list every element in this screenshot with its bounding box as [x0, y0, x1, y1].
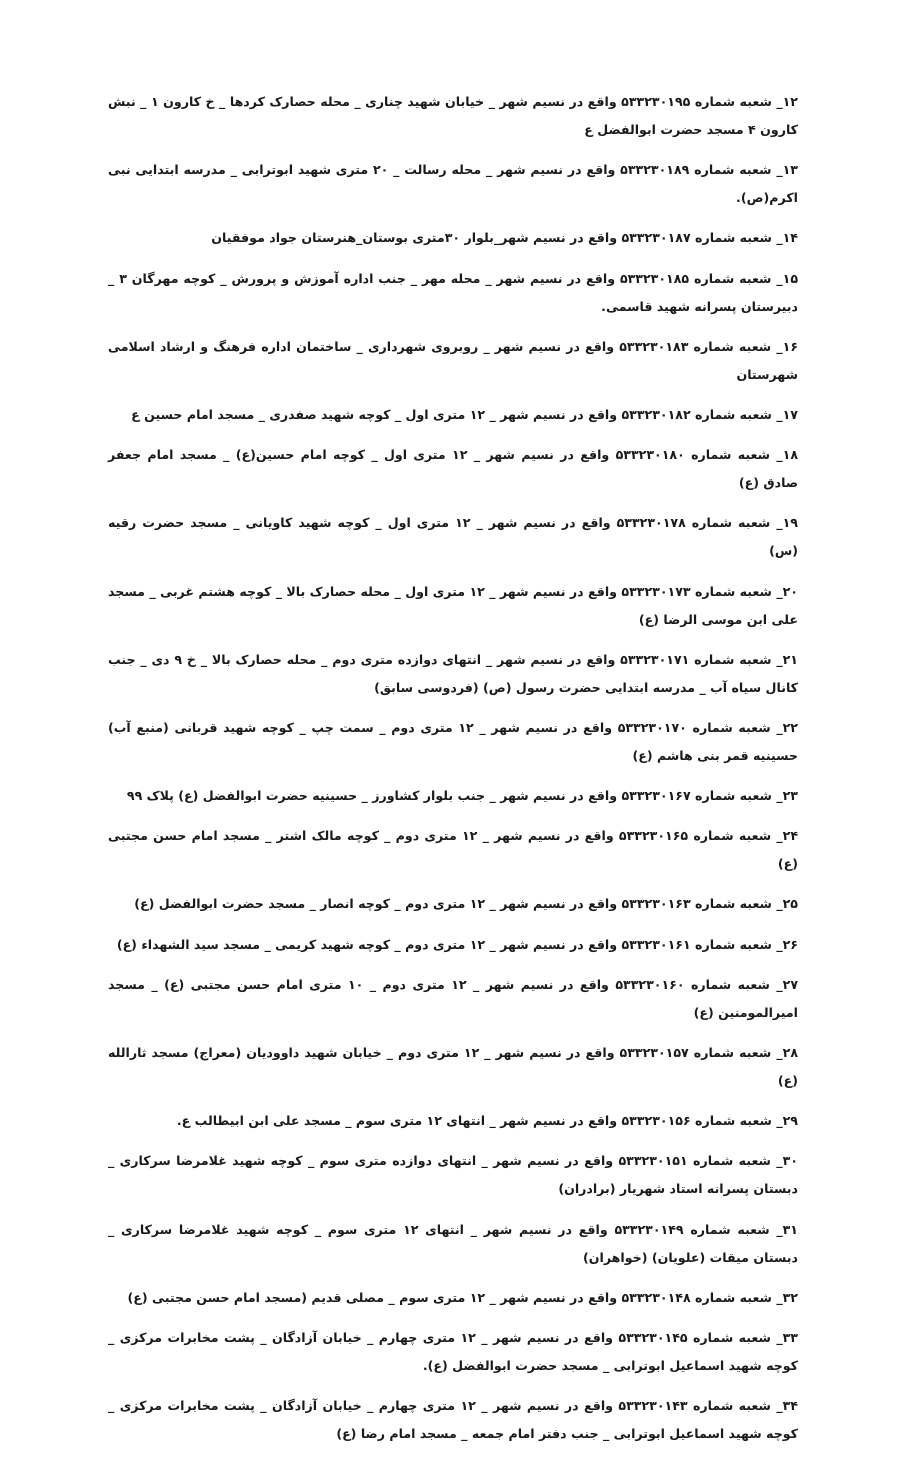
branch-entry-18: ۱۸_ شعبه شماره ۵۳۳۲۳۰۱۸۰ واقع در نسیم شهر _ ۱۲ متری اول _ کوچه امام حسین(ع) _ مسجد امام جعفر صادق (ع)	[108, 447, 799, 491]
branch-entry-25: ۲۵_ شعبه شماره ۵۳۳۲۳۰۱۶۳ واقع در نسیم شهر _ ۱۲ متری دوم _ کوچه انصار _ مسجد حضرت ابوالفضل (ع)	[134, 896, 798, 912]
branch-entry-32: ۳۲_ شعبه شماره ۵۳۳۲۳۰۱۴۸ واقع در نسیم شهر _ ۱۲ متری سوم _ مصلی قدیم (مسجد امام حسن مجتبی (ع)	[127, 1289, 798, 1305]
branch-entry-28: ۲۸_ شعبه شماره ۵۳۳۲۳۰۱۵۷ واقع در نسیم شهر _ ۱۲ متری دوم _ خیابان شهید داوودیان (معراج) مسجد ثارالله (ع)	[108, 1045, 799, 1088]
branch-entry-34: ۳۴_ شعبه شماره ۵۳۳۲۳۰۱۴۳ واقع در نسیم شهر _ ۱۲ متری چهارم _ خیابان آزادگان _ پشت مخابرات مرکزی _ کوچه شهید اسماعیل ابوترابی _ جنب دفتر امام جمعه _ مسجد امام رضا (ع)	[108, 1398, 798, 1442]
branch-entry-31: ۳۱_ شعبه شماره ۵۳۳۲۳۰۱۴۹ واقع در نسیم شهر _ انتهای ۱۲ متری سوم _ کوچه شهید غلامرضا سرکاری _ دبستان میقات (علویان) (خواهران)	[108, 1221, 798, 1265]
branch-entry-16: ۱۶_ شعبه شماره ۵۳۳۲۳۰۱۸۳ واقع در نسیم شهر _ روبروی شهرداری _ ساختمان اداره فرهنگ و ارشاد اسلامی شهرستان	[108, 338, 799, 382]
branch-entry-19: ۱۹_ شعبه شماره ۵۳۳۲۳۰۱۷۸ واقع در نسیم شهر _ ۱۲ متری اول _ کوچه شهید کاویانی _ مسجد حضرت رقیه (س)	[108, 515, 798, 559]
branch-entry-22: ۲۲_ شعبه شماره ۵۳۳۲۳۰۱۷۰ واقع در نسیم شهر _ ۱۲ متری دوم _ سمت چپ _ کوچه شهید قربانی (منبع آب) حسینیه قمر بنی هاشم (ع)	[108, 719, 798, 763]
branch-entry-14: ۱۴_ شعبه شماره ۵۳۳۲۳۰۱۸۷ واقع در نسیم شهر_بلوار ۳۰متری بوستان_هنرستان جواد موفقیان	[211, 230, 798, 246]
branch-entry-12: ۱۲_ شعبه شماره ۵۳۳۲۳۰۱۹۵ واقع در نسیم شهر _ خیابان شهید چناری _ محله حصارک کردها _ خ کارون ۱ _ نبش کارون ۴ مسجد حضرت ابوالفضل ع	[108, 94, 798, 137]
branch-entry-33: ۳۳_ شعبه شماره ۵۳۳۲۳۰۱۴۵ واقع در نسیم شهر _ ۱۲ متری چهارم _ خیابان آزادگان _ پشت مخابرات مرکزی _ کوچه شهید اسماعیل ابوترابی _ مسجد حضرت ابوالفضل (ع).	[108, 1329, 798, 1373]
branch-entry-17: ۱۷_ شعبه شماره ۵۳۳۲۳۰۱۸۲ واقع در نسیم شهر _ ۱۲ متری اول _ کوچه شهید صفدری _ مسجد امام حسین ع	[131, 406, 798, 422]
branch-entry-24: ۲۴_ شعبه شماره ۵۳۳۲۳۰۱۶۵ واقع در نسیم شهر _ ۱۲ متری دوم _ کوچه مالک اشتر _ مسجد امام حسن مجتبی (ع)	[108, 828, 799, 872]
document-page	[108, 88, 798, 1460]
branch-entry-27: ۲۷_ شعبه شماره ۵۳۳۲۳۰۱۶۰ واقع در نسیم شهر _ ۱۲ متری دوم _ ۱۰ متری امام حسن مجتبی (ع) _ مسجد امیرالمومنین (ع)	[108, 976, 799, 1020]
branch-entry-26: ۲۶_ شعبه شماره ۵۳۳۲۳۰۱۶۱ واقع در نسیم شهر _ ۱۲ متری دوم _ کوچه شهید کریمی _ مسجد سید الشهدا‌ء (ع)	[116, 936, 798, 952]
branch-entry-20: ۲۰_ شعبه شماره ۵۳۳۲۳۰۱۷۳ واقع در نسیم شهر _ ۱۲ متری اول _ محله حصارک بالا _ کوچه هشتم غربی _ مسجد علی ابن موسی الرضا (ع)	[108, 583, 798, 627]
branch-entry-30: ۳۰_ شعبه شماره ۵۳۳۲۳۰۱۵۱ واقع در نسیم شهر _ انتهای دوازده متری سوم _ کوچه شهید غلامرضا سرکاری _ دبستان پسرانه استاد شهریار (برادران)	[108, 1153, 798, 1197]
branch-entry-29: ۲۹_ شعبه شماره ۵۳۳۲۳۰۱۵۶ واقع در نسیم شهر _ انتهای ۱۲ متری سوم _ مسجد علی ابن ابیطالب ع.	[176, 1113, 798, 1129]
branch-entry-13: ۱۳_ شعبه شماره ۵۳۳۲۳۰۱۸۹ واقع در نسیم شهر _ محله رسالت _ ۲۰ متری شهید ابوترابی _ مدرسه ابتدایی نبی اکرم(ص).	[108, 162, 798, 206]
branch-entry-23: ۲۳_ شعبه شماره ۵۳۳۲۳۰۱۶۷ واقع در نسیم شهر _ جنب بلوار کشاورز _ حسینیه حضرت ابوالفضل (ع) پلاک ۹۹	[126, 788, 798, 804]
branch-entry-15: ۱۵_ شعبه شماره ۵۳۳۲۳۰۱۸۵ واقع در نسیم شهر _ محله مهر _ جنب اداره آموزش و پرورش _ کوچه مهرگان ۳ _ دبیرستان پسرانه شهید قاسمی.	[108, 270, 799, 314]
branch-entry-21: ۲۱_ شعبه شماره ۵۳۳۲۳۰۱۷۱ واقع در نسیم شهر _ انتهای دوازده متری دوم _ محله حصارک بالا _ خ ۹ دی _ جنب کانال سیاه آب _ مدرسه ابتدایی حضرت رسول (ص) (فردوسی سابق)	[108, 651, 798, 695]
